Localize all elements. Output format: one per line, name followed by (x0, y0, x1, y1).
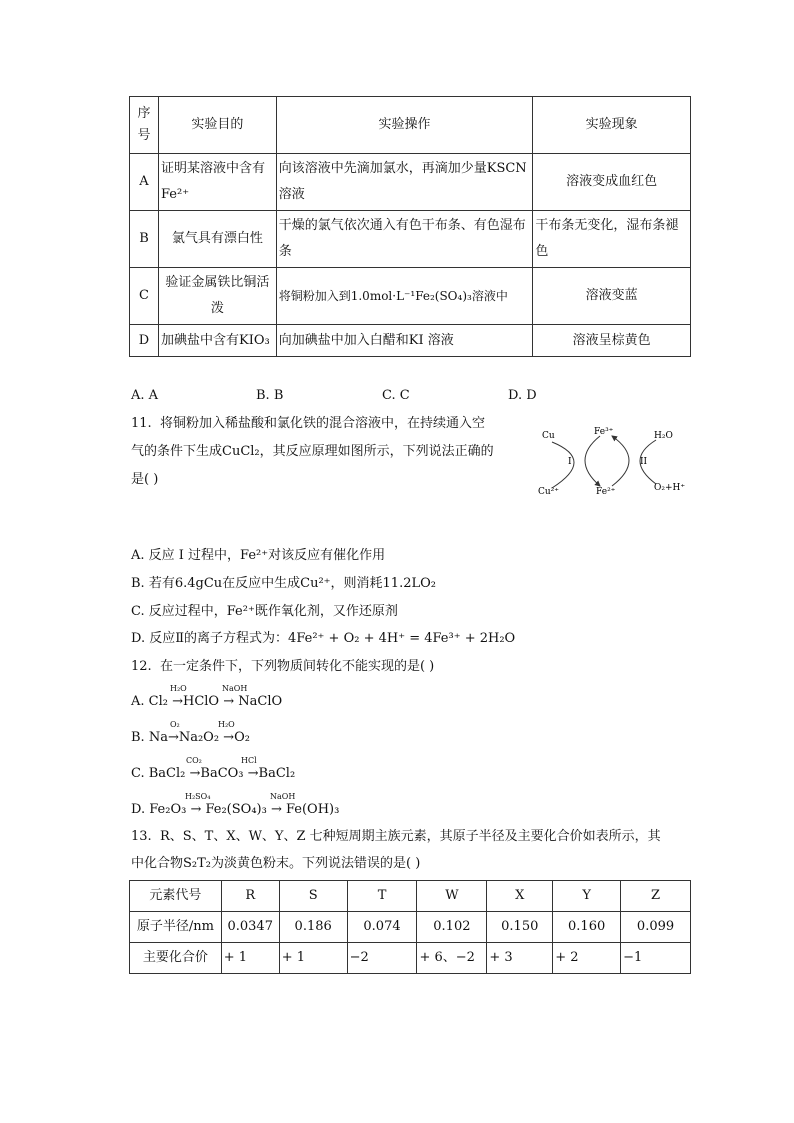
element-table (129, 880, 691, 974)
row-purpose: 氯气具有漂白性 (158, 211, 276, 268)
o2h-label: O₂+H⁺ (654, 483, 686, 493)
condition-label: H₂SO₄ (185, 792, 211, 801)
option-b[interactable]: B. B (256, 388, 284, 403)
question-12-line (131, 657, 434, 677)
cu2-label: Cu²⁺ (538, 487, 560, 497)
valence-cell: + 1 (279, 943, 347, 974)
question-stem: 在一定条件下，下列物质间转化不能实现的是( ) (159, 659, 435, 674)
row-label: B (130, 211, 159, 268)
header-cell: X (487, 881, 553, 912)
radius-cell: 0.0347 (221, 912, 279, 943)
header-cell: 元素代号 (130, 881, 222, 912)
condition-label: NaOH (270, 792, 296, 801)
row-operation: 向该溶液中先滴加氯水，再滴加少量KSCN 溶液 (276, 154, 533, 211)
row-label: D (130, 325, 159, 357)
row-phenomenon: 溶液变蓝 (533, 268, 691, 325)
option-a[interactable]: A. A (131, 388, 159, 403)
question-11-line3: 是( ) (131, 472, 159, 487)
valence-cell: −2 (347, 943, 417, 974)
q12-option-d[interactable]: D. Fe₂O₃ → Fe₂(SO₄)₃ → Fe(OH)₃ (131, 802, 340, 817)
header-cell: T (347, 881, 417, 912)
fe3-label: Fe³⁺ (594, 427, 614, 437)
question-11-line2: 气的条件下生成CuCl₂，其反应原理如图所示，下列说法正确的 (131, 444, 494, 459)
q12-option-c[interactable]: C. BaCl₂ →BaCO₃ →BaCl₂ (131, 766, 296, 781)
question-stem: 将铜粉加入稀盐酸和氯化铁的混合溶液中，在持续通入空 (159, 416, 485, 431)
valence-cell: + 3 (487, 943, 553, 974)
row-label: C (130, 268, 159, 325)
reaction-cycle-diagram (536, 420, 696, 500)
row-label: 主要化合价 (130, 943, 222, 974)
condition-label: NaOH (222, 684, 248, 693)
cycle-arc-left-inner (585, 436, 600, 486)
condition-label: H₂O (170, 684, 187, 693)
experiment-table (129, 96, 691, 357)
radius-cell: 0.150 (487, 912, 553, 943)
condition-label: H₂O (218, 720, 235, 729)
q11-option-a[interactable]: A. 反应 I 过程中，Fe²⁺对该反应有催化作用 (131, 548, 386, 563)
condition-label: O₂ (170, 720, 180, 729)
header-cell: Z (621, 881, 691, 912)
q11-option-d[interactable]: D. 反应Ⅱ的离子方程式为：4Fe²⁺ + O₂ + 4H⁺ = 4Fe³⁺ + 2H₂O (131, 631, 516, 646)
radius-cell: 0.099 (621, 912, 691, 943)
radius-cell: 0.160 (553, 912, 621, 943)
row-purpose: 加碘盐中含有KIO₃ (158, 325, 276, 357)
valence-cell: + 1 (221, 943, 279, 974)
option-c[interactable]: C. C (382, 388, 410, 403)
question-number: 13. (131, 829, 152, 844)
h2o-label: H₂O (654, 431, 673, 441)
header-purpose: 实验目的 (158, 97, 276, 154)
radius-cell: 0.074 (347, 912, 417, 943)
condition-label: HCl (241, 756, 257, 765)
q11-option-b[interactable]: B. 若有6.4gCu在反应中生成Cu²⁺，则消耗11.2LO₂ (131, 576, 436, 591)
row-label: A (130, 154, 159, 211)
q12-option-a[interactable]: A. Cl₂ →HClO → NaClO (131, 694, 283, 709)
header-index: 序号 (130, 97, 159, 154)
row-purpose: 证明某溶液中含有Fe²⁺ (158, 154, 276, 211)
header-phenomenon: 实验现象 (533, 97, 691, 154)
header-cell: S (279, 881, 347, 912)
header-cell: Y (553, 881, 621, 912)
cycle-arc-right-outer (612, 436, 629, 486)
q11-option-c[interactable]: C. 反应过程中，Fe²⁺既作氧化剂，又作还原剂 (131, 604, 398, 619)
question-11-line1 (131, 414, 485, 434)
valence-cell: + 6、−2 (417, 943, 487, 974)
question-number: 12. (131, 659, 152, 674)
row-operation: 向加碘盐中加入白醋和KI 溶液 (276, 325, 533, 357)
reaction-2-label: II (640, 457, 648, 467)
valence-cell: + 2 (553, 943, 621, 974)
header-cell: R (221, 881, 279, 912)
row-operation: 将铜粉加入到1.0mol·L⁻¹Fe₂(SO₄)₃溶液中 (276, 268, 533, 325)
radius-cell: 0.186 (279, 912, 347, 943)
row-phenomenon: 干布条无变化，湿布条褪色 (533, 211, 691, 268)
row-phenomenon: 溶液变成血红色 (533, 154, 691, 211)
radius-cell: 0.102 (417, 912, 487, 943)
question-13-line1 (131, 827, 661, 847)
cu-label: Cu (542, 431, 555, 441)
header-operation: 实验操作 (276, 97, 533, 154)
condition-label: CO₂ (186, 756, 202, 765)
fe2-label: Fe²⁺ (596, 487, 616, 497)
valence-cell: −1 (621, 943, 691, 974)
option-d[interactable]: D. D (508, 388, 537, 403)
question-13-line2: 中化合物S₂T₂为淡黄色粉末。下列说法错误的是( ) (131, 856, 421, 871)
header-cell: W (417, 881, 487, 912)
row-phenomenon: 溶液呈棕黄色 (533, 325, 691, 357)
question-number: 11. (131, 416, 152, 431)
reaction-1-label: I (568, 457, 572, 467)
row-operation: 干燥的氯气依次通入有色干布条、有色湿布条 (276, 211, 533, 268)
question-stem: R、S、T、X、W、Y、Z 七种短周期主族元素，其原子半径及主要化合价如表所示，其 (159, 829, 661, 844)
q12-option-b[interactable]: B. Na→Na₂O₂ →O₂ (131, 730, 250, 745)
row-purpose: 验证金属铁比铜活泼 (158, 268, 276, 325)
row-label: 原子半径/nm (130, 912, 222, 943)
